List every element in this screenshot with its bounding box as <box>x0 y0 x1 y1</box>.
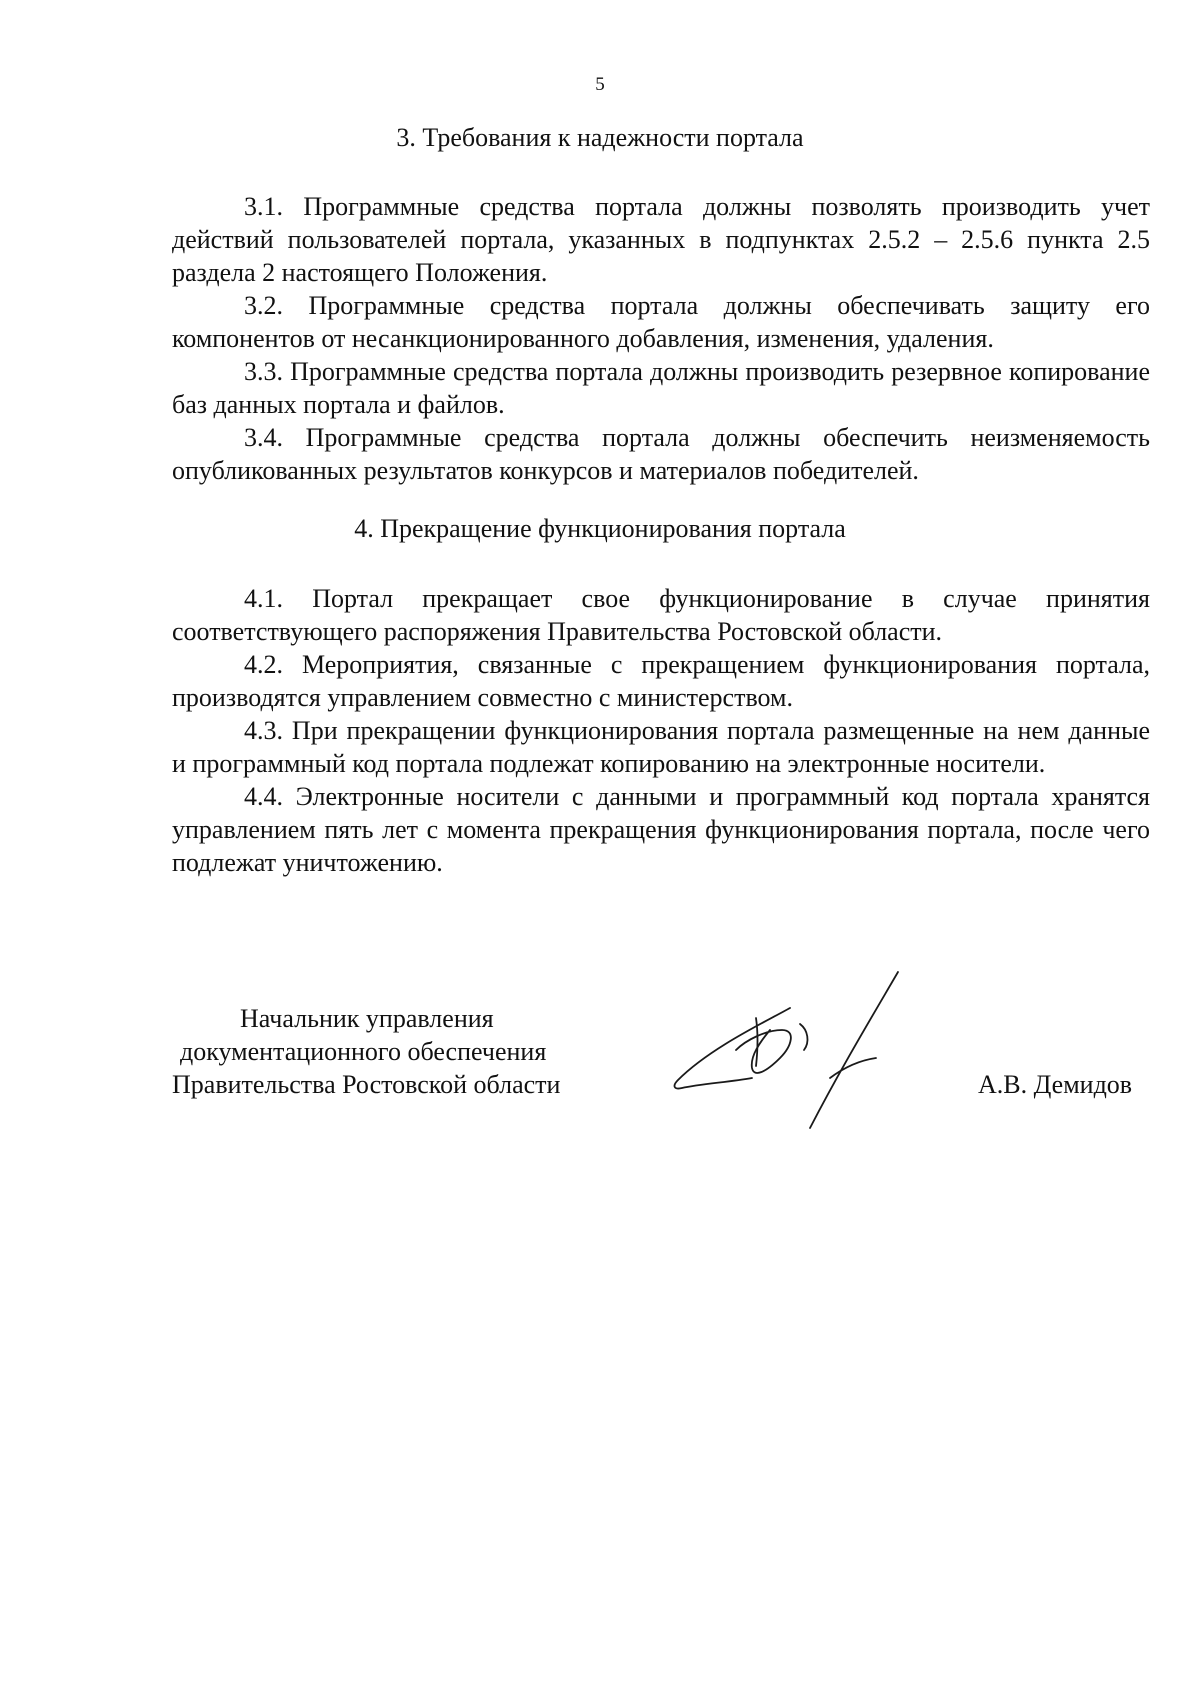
paragraph-3-1: 3.1. Программные средства портала должны позволять производить учет действий пользователей портала, указанных в подпунктах 2.5.2 – 2.5.6 пункта 2.5 раздела 2 настоящего Положения. <box>172 192 1150 287</box>
signatory-name: А.В. Демидов <box>978 1070 1133 1099</box>
signatory-position <box>172 1002 612 1101</box>
section-4-body <box>172 582 1150 879</box>
paragraph-3-3: 3.3. Программные средства портала должны производить резервное копирование баз данных портала и файлов. <box>172 357 1150 419</box>
paragraph-4-2: 4.2. Мероприятия, связанные с прекращением функционирования портала, производятся управлением совместно с министерством. <box>172 650 1150 712</box>
section-4-heading: 4. Прекращение функционирования портала <box>354 514 846 543</box>
paragraph-3-2: 3.2. Программные средства портала должны обеспечивать защиту его компонентов от несанкционированного добавления, изменения, удаления. <box>172 291 1150 353</box>
paragraph-3-4: 3.4. Программные средства портала должны обеспечить неизменяемость опубликованных результатов конкурсов и материалов победителей. <box>172 423 1150 485</box>
signatory-position-line: Начальник управления <box>240 1004 494 1033</box>
section-3-heading: 3. Требования к надежности портала <box>396 123 804 152</box>
handwritten-signature <box>670 970 950 1140</box>
signatory-position-line: Правительства Ростовской области <box>172 1070 561 1099</box>
signatory-position-line: документационного обеспечения <box>180 1037 547 1066</box>
page-number: 5 <box>595 74 605 95</box>
paragraph-4-4: 4.4. Электронные носители с данными и программный код портала хранятся управлением пять лет с момента прекращения функционирования портала, после чего подлежат уничтожению. <box>172 782 1150 877</box>
section-3-body <box>172 190 1150 487</box>
paragraph-4-3: 4.3. При прекращении функционирования портала размещенные на нем данные и программный код портала подлежат копированию на электронные носители. <box>172 716 1150 778</box>
paragraph-4-1: 4.1. Портал прекращает свое функционирование в случае принятия соответствующего распоряжения Правительства Ростовской области. <box>172 584 1150 646</box>
